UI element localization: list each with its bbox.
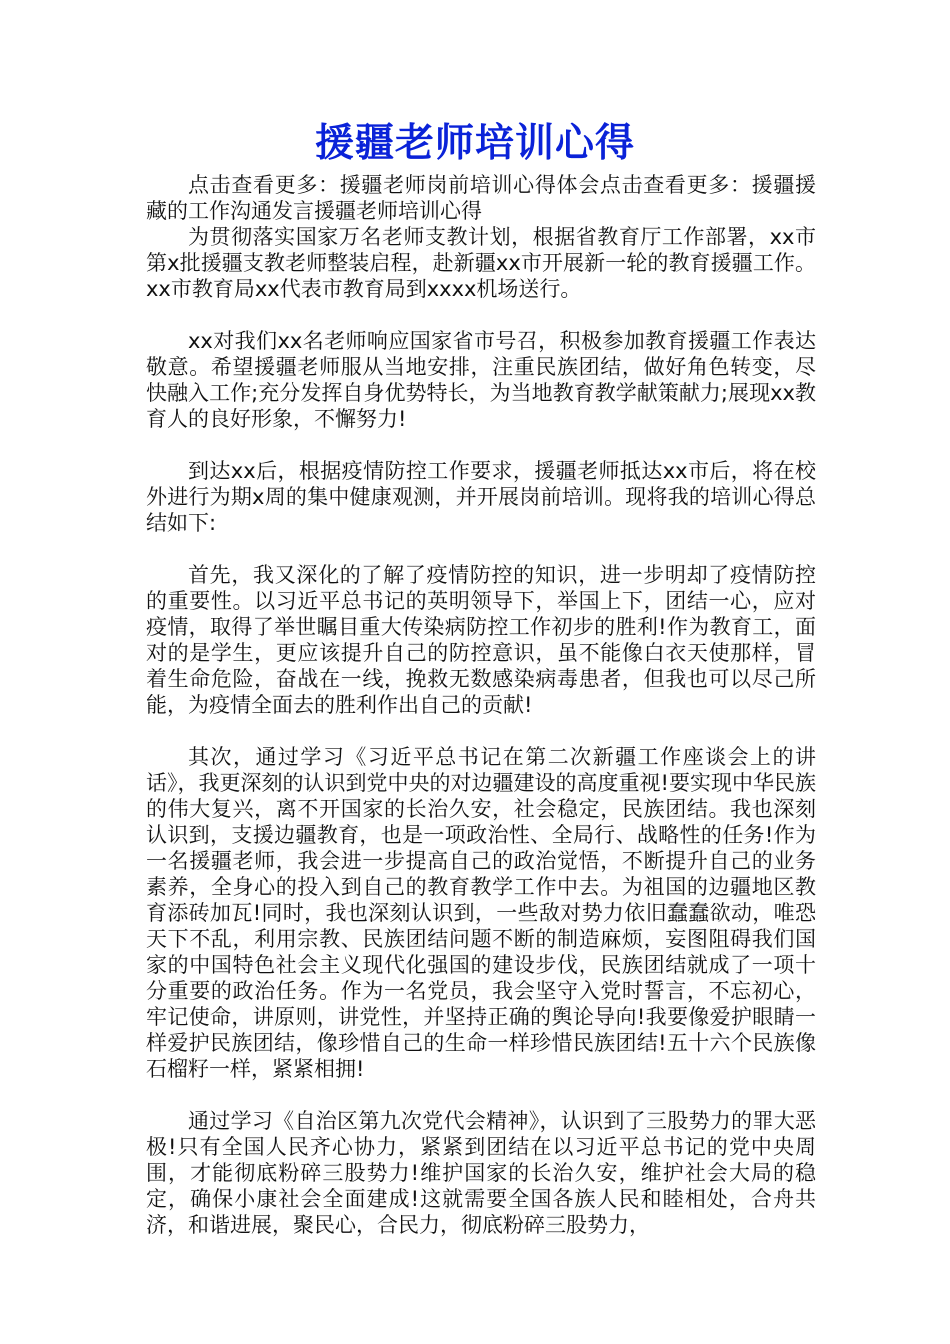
body-paragraph-2: xx对我们xx名老师响应国家省市号召，积极参加教育援疆工作表达敬意。希望援疆老师服从当地安排，注重民族团结，做好角色转变，尽快融入工作;充分发挥自身优势特长，为当地教育教学献策献力;展现xx教育人的良好形象，不懈努力! [146, 329, 816, 431]
body-paragraph-1: 为贯彻落实国家万名老师支教计划，根据省教育厅工作部署，xx市第x批援疆支教老师整装启程，赴新疆xx市开展新一轮的教育援疆工作。xx市教育局xx代表市教育局到xxxx机场送行。 [146, 225, 816, 301]
document-title: 援疆老师培训心得 [314, 120, 635, 166]
body-paragraph-4: 首先，我又深化的了解了疫情防控的知识，进一步明却了疫情防控的重要性。以习近平总书记的英明领导下，举国上下，团结一心，应对 疫情，取得了举世瞩目重大传染病防控工作初步的胜利!作为教育工，面对的是学生，更应该提升自己的防控意识，虽不能像白衣天使那样，冒着生命危险，奋战在一线，挽救无数感染病毒患者，但我也可以尽己所能，为疫情全面去的胜利作出自己的贡献! [146, 563, 816, 717]
intro-links-paragraph: 点击查看更多：援疆老师岗前培训心得体会点击查看更多：援疆援藏的工作沟通发言援疆老师培训心得 [146, 173, 816, 223]
document-body [146, 172, 816, 1238]
body-paragraph-5: 其次，通过学习《习近平总书记在第二次新疆工作座谈会上的讲话》，我更深刻的认识到党中央的对边疆建设的高度重视!要实现中华民族的伟大复兴，离不开国家的长治久安，社会稳定，民族团结。我也深刻认识到，支援边疆教育，也是一项政治性、全局行、战略性的任务!作为一名援疆老师，我会进一步提高自己的政治觉悟，不断提升自己的业务素养，全身心的投入到自己的教育教学工作中去。为祖国的边疆地区教育添砖加瓦!同时，我也深刻认识到，一些敌对势力依旧蠢蠢欲动，唯恐天下不乱，利用宗教、民族团结问题不断的制造麻烦，妄图阻碍我们国家的中国特色社会主义现代化强国的建设步伐，民族团结就成了一项十分重要的政治任务。作为一名党员，我会坚守入党时誓言，不忘初心，牢记使命，讲原则，讲党性，并坚持正确的舆论导向!我要像爱护眼睛一样爱护民族团结，像珍惜自己的生命一样珍惜民族团结!五十六个民族像石榴籽一样，紧紧相拥! [146, 745, 816, 1081]
body-paragraph-3: 到达xx后，根据疫情防控工作要求，援疆老师抵达xx市后，将在校外进行为期x周的集中健康观测，并开展岗前培训。现将我的培训心得总结如下: [146, 459, 816, 535]
body-paragraph-6: 通过学习《自治区第九次党代会精神》，认识到了三股势力的罪大恶极!只有全国人民齐心协力，紧紧到团结在以习近平总书记的党中央周围，才能彻底粉碎三股势力!维护国家的长治久安，维护社会大局的稳定，确保小康社会全面建成!这就需要全国各族人民和睦相处，合舟共济，和谐进展，聚民心，合民力，彻底粉碎三股势力， [146, 1109, 816, 1237]
